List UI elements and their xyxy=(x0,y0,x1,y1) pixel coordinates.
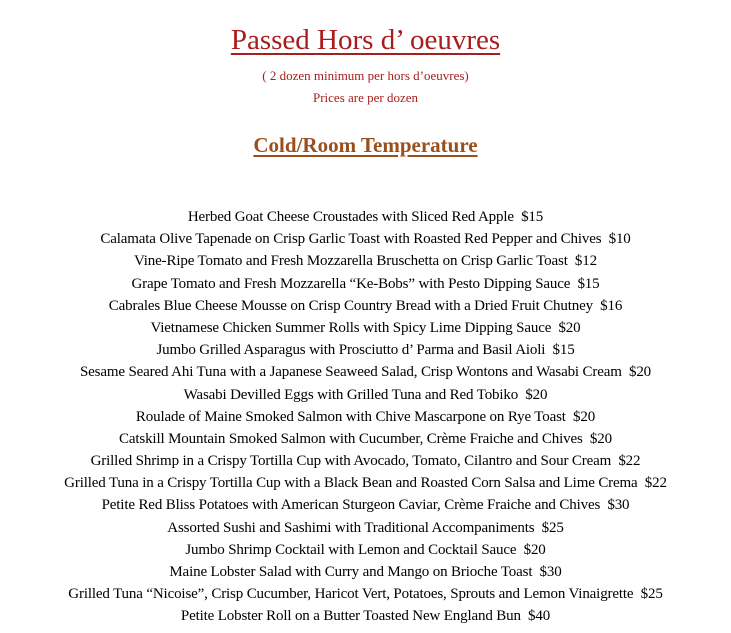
menu-item: Wasabi Devilled Eggs with Grilled Tuna and Red Tobiko $20 xyxy=(183,386,548,403)
menu-item: Assorted Sushi and Sashimi with Traditional Accompaniments $25 xyxy=(167,519,564,536)
pricing-note: Prices are per dozen xyxy=(312,90,419,105)
menu-item: Vine-Ripe Tomato and Fresh Mozzarella Bruschetta on Crisp Garlic Toast $12 xyxy=(133,253,597,270)
menu-item: Petite Red Bliss Potatoes with American Sturgeon Caviar, Crème Fraiche and Chives $30 xyxy=(101,497,630,514)
menu-item: Herbed Goat Cheese Croustades with Sliced Red Apple $15 xyxy=(187,209,544,225)
menu-item: Catskill Mountain Smoked Salmon with Cucumber, Crème Fraiche and Chives $20 xyxy=(119,430,612,447)
menu-item: Grape Tomato and Fresh Mozzarella “Ke-Bobs” with Pesto Dipping Sauce $15 xyxy=(131,275,600,292)
menu-item-list xyxy=(0,206,731,628)
minimum-order-note: ( 2 dozen minimum per hors d’oeuvres) xyxy=(262,68,469,83)
page-title: Passed Hors d’ oeuvres xyxy=(230,24,501,56)
menu-item: Calamata Olive Tapenade on Crisp Garlic Toast with Roasted Red Pepper and Chives $10 xyxy=(100,231,631,248)
menu-item: Roulade of Maine Smoked Salmon with Chive Mascarpone on Rye Toast $20 xyxy=(135,408,596,425)
menu-item: Grilled Tuna in a Crispy Tortilla Cup with a Black Bean and Roasted Corn Salsa and Lime Crema $22 xyxy=(64,475,667,492)
menu-item: Vietnamese Chicken Summer Rolls with Spicy Lime Dipping Sauce $20 xyxy=(150,319,581,336)
menu-item: Grilled Tuna “Nicoise”, Crisp Cucumber, Haricot Vert, Potatoes, Sprouts and Lemon Vinaigrette $25 xyxy=(68,586,663,603)
menu-item: Maine Lobster Salad with Curry and Mango on Brioche Toast $30 xyxy=(169,564,562,580)
menu-item: Sesame Seared Ahi Tuna with a Japanese Seaweed Salad, Crisp Wontons and Wasabi Cream $20 xyxy=(79,364,652,381)
section-heading: Cold/Room Temperature xyxy=(253,133,478,157)
menu-item: Grilled Shrimp in a Crispy Tortilla Cup with Avocado, Tomato, Cilantro and Sour Cream $22 xyxy=(90,453,641,470)
menu-item: Cabrales Blue Cheese Mousse on Crisp Country Bread with a Dried Fruit Chutney $16 xyxy=(108,297,623,314)
menu-item: Petite Lobster Roll on a Butter Toasted New England Bun $40 xyxy=(180,608,551,625)
menu-item: Jumbo Grilled Asparagus with Prosciutto d’ Parma and Basil Aioli $15 xyxy=(156,342,575,359)
menu-item: Jumbo Shrimp Cocktail with Lemon and Cocktail Sauce $20 xyxy=(185,541,546,558)
